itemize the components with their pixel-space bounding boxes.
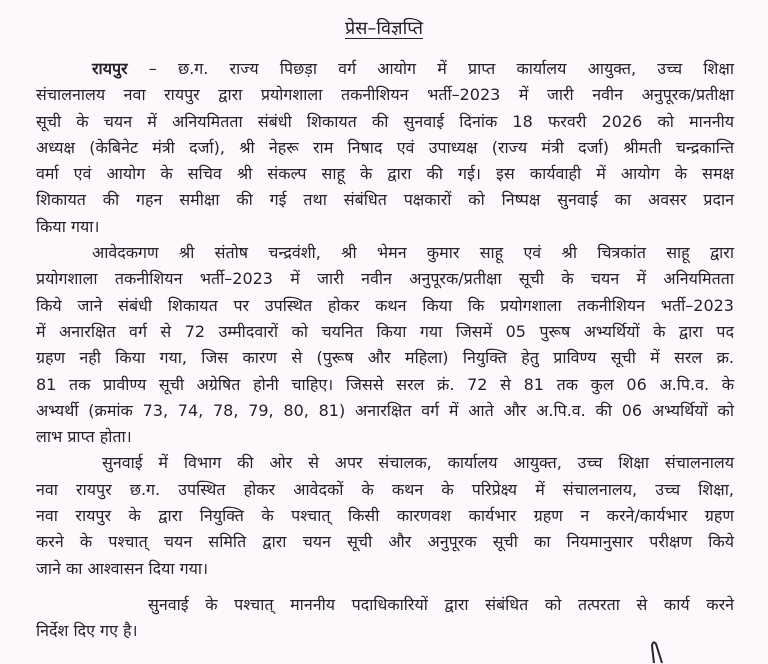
text-line: शिकायत की गहन समीक्षा की गई तथा संबंधित पक्षकारों को निष्पक्ष सुनवाई का अवसर प्रदान bbox=[36, 190, 734, 210]
text-line: 81 तक प्रावीण्य सूची अग्रेषित होनी चाहिए। जिससे सरल क्रं. 72 से 81 तक कुल 06 अ.पि.व. के bbox=[36, 374, 734, 394]
text-line: ग्रहण नही किया गया, जिस कारण से (पुरूष और महिला) नियुक्ति हेतु प्राविण्य सूची में सरल क्र. bbox=[36, 348, 734, 368]
text-line bbox=[36, 56, 734, 82]
text-line: आवेदकगण श्री संतोष चन्द्रवंशी, श्री भेमन कुमार साहू एवं श्री चित्रकांत साहू द्वारा bbox=[92, 243, 734, 263]
text-line: प्रयोगशाला तकनीशियन भर्ती–2023 में जारी नवीन अनुपूरक/प्रतीक्षा सूची के चयन में अनियमितता bbox=[36, 269, 734, 289]
press-release-body bbox=[36, 56, 734, 645]
paragraph-hearing-summary bbox=[36, 56, 734, 240]
text-span: – छ.ग. राज्य पिछड़ा वर्ग आयोग में प्राप्त कार्यालय आयुक्त, उच्च शिक्षा bbox=[148, 59, 734, 78]
signature-mark-icon bbox=[640, 638, 680, 664]
text-line: लाभ प्राप्त होता। bbox=[36, 427, 132, 447]
paragraph-applicants-complaint bbox=[36, 240, 734, 450]
text-line: किये जाने संबंधी शिकायत पर उपस्थित होकर कथन किया कि प्रयोगशाला तकनीशियन भर्ती–2023 bbox=[36, 295, 734, 315]
text-line: नवा रायपुर के द्वारा नियुक्ति के पश्चात् किसी कारणवश कार्यभार ग्रहण न करने/कार्यभार ग्रहण bbox=[36, 506, 734, 526]
text-line: निर्देश दिए गए है। bbox=[36, 621, 138, 641]
text-line: में अनारक्षित वर्ग से 72 उम्मीदवारों को चयनित किया गया जिसमें 05 पुरूष अभ्यर्थियों के द्वारा पद bbox=[36, 321, 734, 341]
text-line: करने के पश्चात् चयन समिति द्वारा चयन सूची और अनुपूरक सूची का नियमानुसार परीक्षण किये bbox=[36, 532, 734, 552]
text-line: अभ्यर्थी (क्रमांक 73, 74, 78, 79, 80, 81) अनारक्षित वर्ग में आते और अ.पि.व. की 06 अभ्यर्थियों को bbox=[36, 400, 734, 420]
text-line: किया गया। bbox=[36, 216, 100, 236]
page-title: प्रेस–विज्ञप्ति bbox=[344, 18, 424, 39]
text-line: सुनवाई में विभाग की ओर से अपर संचालक, कार्यालय आयुक्त, उच्च शिक्षा संचालनालय bbox=[102, 453, 734, 473]
dateline-raipur: रायपुर bbox=[92, 59, 128, 78]
text-line: जाने का आश्वासन दिया गया। bbox=[36, 558, 209, 578]
paragraph-department-response bbox=[36, 450, 734, 581]
text-line: नवा रायपुर छ.ग. उपस्थित होकर आवेदकों के कथन के परिप्रेक्ष्य में संचालनालय, उच्च शिक्षा, bbox=[36, 479, 734, 499]
paragraph-directions bbox=[36, 592, 734, 645]
text-line: सुनवाई के पश्चात् माननीय पदाधिकारियों द्वारा संबंधित को तत्परता से कार्य करने bbox=[148, 594, 734, 614]
text-line: वर्मा एवं आयोग के सचिव श्री संकल्प साहू के द्वारा की गई। इस कार्यवाही में आयोग के समक्ष bbox=[36, 164, 734, 184]
text-line: सूची के चयन में अनियमितता संबंधी शिकायत की सुनवाई दिनांक 18 फरवरी 2026 को माननीय bbox=[36, 111, 734, 131]
text-line: संचालनालय नवा रायपुर द्वारा प्रयोगशाला तकनीशियन भर्ती–2023 में जारी नवीन अनुपूरक/प्रतीक्षा bbox=[36, 85, 734, 105]
text-line: अध्यक्ष (केबिनेट मंत्री दर्जा), श्री नेहरू राम निषाद एवं उपाध्यक्ष (राज्य मंत्री दर्जा) श्रीमती चन्द्रकान्ति bbox=[36, 137, 734, 157]
